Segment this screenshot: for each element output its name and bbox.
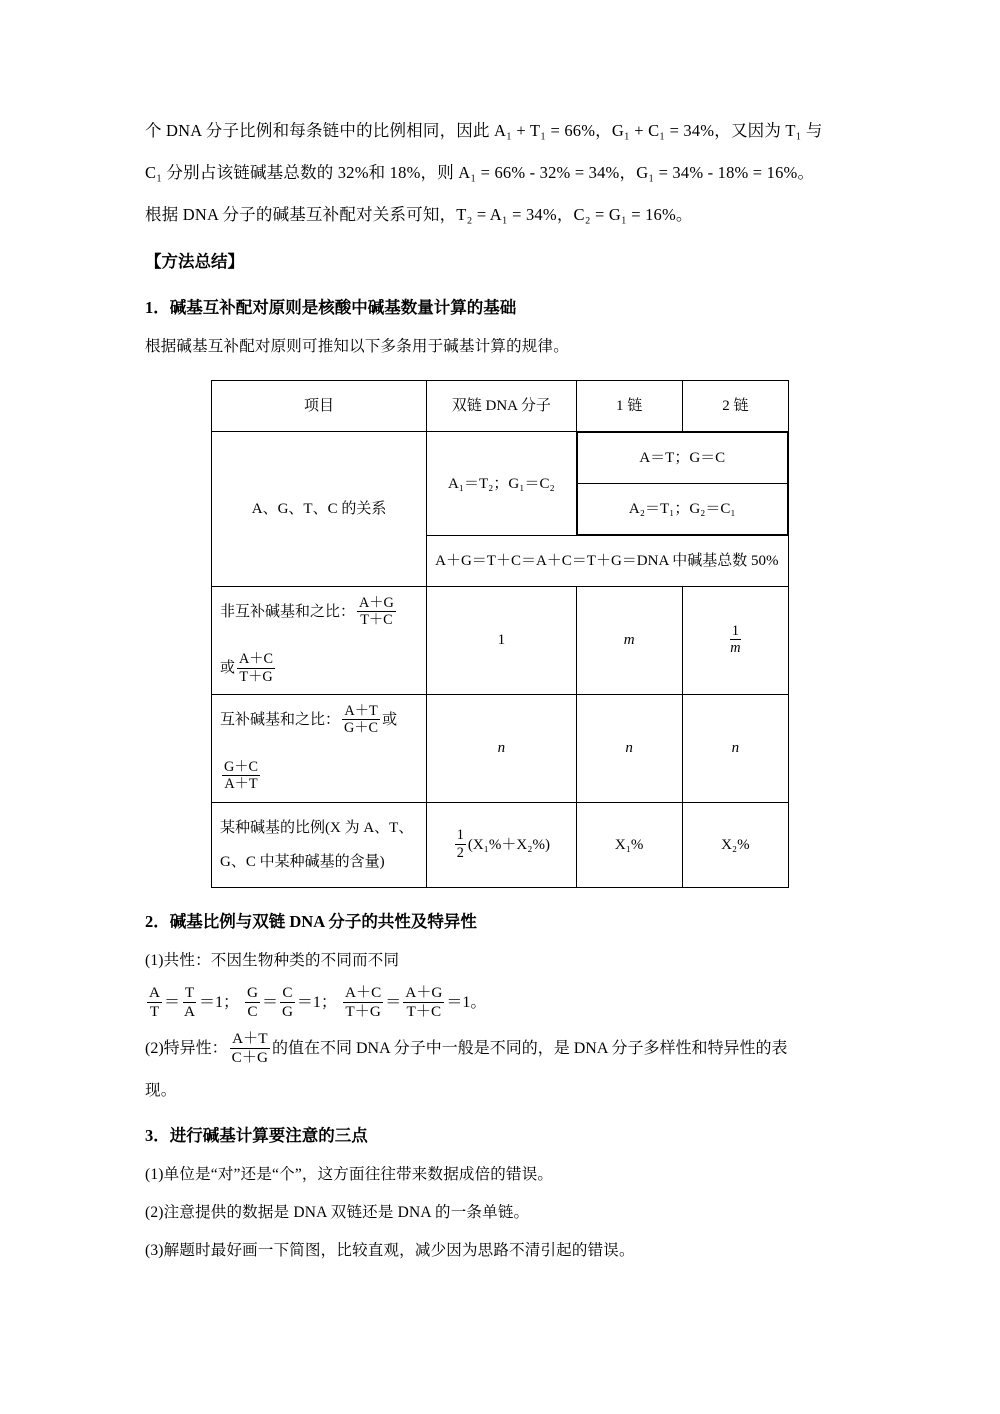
specificity-rest: 的值在不同 DNA 分子中一般是不同的，是 DNA 分子多样性和特异性的表 bbox=[271, 1039, 788, 1057]
cell-item-complementary-ratio bbox=[212, 694, 427, 802]
expr-base-proportion: (X₁%＋X₂%) bbox=[467, 836, 550, 853]
table-row bbox=[212, 802, 789, 887]
cell-strand2-complementary: n bbox=[682, 694, 788, 802]
eq-tail-2: ＝1； bbox=[296, 993, 337, 1011]
section-2-equations bbox=[145, 980, 857, 1026]
label-or-1: 或 bbox=[220, 660, 236, 677]
cell-double-base-proportion bbox=[427, 802, 576, 887]
method-summary-title: 【方法总结】 bbox=[145, 252, 244, 271]
cell-strand1-noncomplementary: m bbox=[576, 587, 682, 695]
table-row bbox=[212, 587, 789, 695]
frac-ag-over-tc-2: $\frac{A+G}{T+C}$ bbox=[405, 984, 443, 1020]
table-row bbox=[212, 694, 789, 802]
section-2-specificity-line2: 现。 bbox=[145, 1081, 177, 1099]
frac-t-over-a: $\frac{T}{A}$ bbox=[183, 984, 195, 1020]
frac-g-over-c: $\frac{G}{C}$ bbox=[246, 984, 258, 1020]
cell-item-noncomplementary-ratio bbox=[212, 587, 427, 695]
section-1-lead: 根据碱基互补配对原则可推知以下多条用于碱基计算的规律。 bbox=[145, 338, 569, 355]
header-strand-2: 2 链 bbox=[682, 381, 788, 432]
table-row bbox=[212, 432, 789, 536]
cell-strand2-base-proportion: X₂% bbox=[682, 802, 788, 887]
base-calculation-table bbox=[211, 380, 789, 888]
cell-total-base-rule: A＋G＝T＋C＝A＋C＝T＋G＝DNA 中碱基总数 50% bbox=[427, 536, 789, 587]
frac-ac-over-tg: $\frac{A+C}{T+G}$ bbox=[239, 651, 274, 685]
specificity-prefix: (2)特异性： bbox=[145, 1039, 228, 1057]
cell-double-complementary: n bbox=[427, 694, 576, 802]
section-3-point-3: (3)解题时最好画一下简图，比较直观，减少因为思路不清引起的错误。 bbox=[145, 1241, 635, 1259]
intro-line-2: C₁ 分别占该链碱基总数的 32%和 18%，则 A₁ = 66% - 32% = 34%，G₁ = 34% - 18% = 16%。 bbox=[145, 163, 815, 182]
cell-strand1-base-proportion: X₁% bbox=[576, 802, 682, 887]
header-double-strand: 双链 DNA 分子 bbox=[427, 381, 576, 432]
frac-at-over-gc: $\frac{A+T}{G+C}$ bbox=[344, 702, 379, 736]
intro-line-3: 根据 DNA 分子的碱基互补配对关系可知，T₂ = A₁ = 34%，C₂ = G₁ = 16%。 bbox=[145, 205, 693, 224]
section-2-specificity bbox=[145, 1026, 857, 1072]
frac-ac-over-tg-2: $\frac{A+C}{T+G}$ bbox=[344, 984, 382, 1020]
cell-strand-relations bbox=[576, 432, 788, 536]
header-strand-1: 1 链 bbox=[576, 381, 682, 432]
frac-at-over-cg: $\frac{A+T}{C+G}$ bbox=[231, 1030, 268, 1066]
section-3-title: 3．进行碱基计算要注意的三点 bbox=[145, 1125, 368, 1145]
frac-gc-over-at: $\frac{G+C}{A+T}$ bbox=[224, 759, 259, 793]
cell-item-relations: A、G、T、C 的关系 bbox=[212, 432, 427, 587]
cell-double-relations-top: A₁＝T₂；G₁＝C₂ bbox=[427, 432, 576, 536]
cell-strand1-complementary: n bbox=[576, 694, 682, 802]
frac-one-over-m: $\frac{1}{m}$ bbox=[730, 622, 741, 657]
cell-item-base-proportion: 某种碱基的比例(X 为 A、T、G、C 中某种碱基的含量) bbox=[212, 802, 427, 887]
section-2-common: (1)共性：不因生物种类的不同而不同 bbox=[145, 951, 400, 969]
eq-sign-3: ＝ bbox=[385, 993, 402, 1011]
frac-one-half: $\frac{1}{2}$ bbox=[456, 827, 464, 861]
section-2-title: 2．碱基比例与双链 DNA 分子的共性及特异性 bbox=[145, 911, 477, 931]
cell-strand2-noncomplementary bbox=[682, 587, 788, 695]
eq-tail-3: ＝1。 bbox=[446, 993, 487, 1011]
frac-c-over-g: $\frac{C}{G}$ bbox=[281, 984, 293, 1020]
intro-line-1: 个 DNA 分子比例和每条链中的比例相同，因此 A₁ + T₁ = 66%，G₁ + C₁ = 34%，又因为 T₁ 与 bbox=[145, 121, 823, 140]
eq-tail-1: ＝1； bbox=[198, 993, 239, 1011]
frac-a-over-t: $\frac{A}{T}$ bbox=[149, 984, 160, 1020]
page-content bbox=[145, 110, 857, 1270]
cell-strand-relations-bottom: A₂＝T₁；G₂＝C₁ bbox=[577, 484, 787, 535]
eq-sign-1: ＝ bbox=[163, 993, 180, 1011]
frac-ag-over-tc: $\frac{A+G}{T+C}$ bbox=[359, 594, 394, 629]
label-or-2: 或 bbox=[382, 711, 398, 728]
eq-sign-2: ＝ bbox=[261, 993, 278, 1011]
label-complementary-prefix: 互补碱基和之比： bbox=[220, 711, 341, 728]
section-3-point-1: (1)单位是“对”还是“个”，这方面往往带来数据成倍的错误。 bbox=[145, 1165, 554, 1183]
cell-double-noncomplementary: 1 bbox=[427, 587, 576, 695]
section-3-point-2: (2)注意提供的数据是 DNA 双链还是 DNA 的一条单链。 bbox=[145, 1203, 530, 1221]
table-header-row bbox=[212, 381, 789, 432]
label-noncomplementary-prefix: 非互补碱基和之比： bbox=[220, 604, 356, 620]
cell-strand-relations-top: A＝T；G＝C bbox=[577, 433, 787, 484]
header-item: 项目 bbox=[212, 381, 427, 432]
section-1-title: 1．碱基互补配对原则是核酸中碱基数量计算的基础 bbox=[145, 298, 517, 317]
